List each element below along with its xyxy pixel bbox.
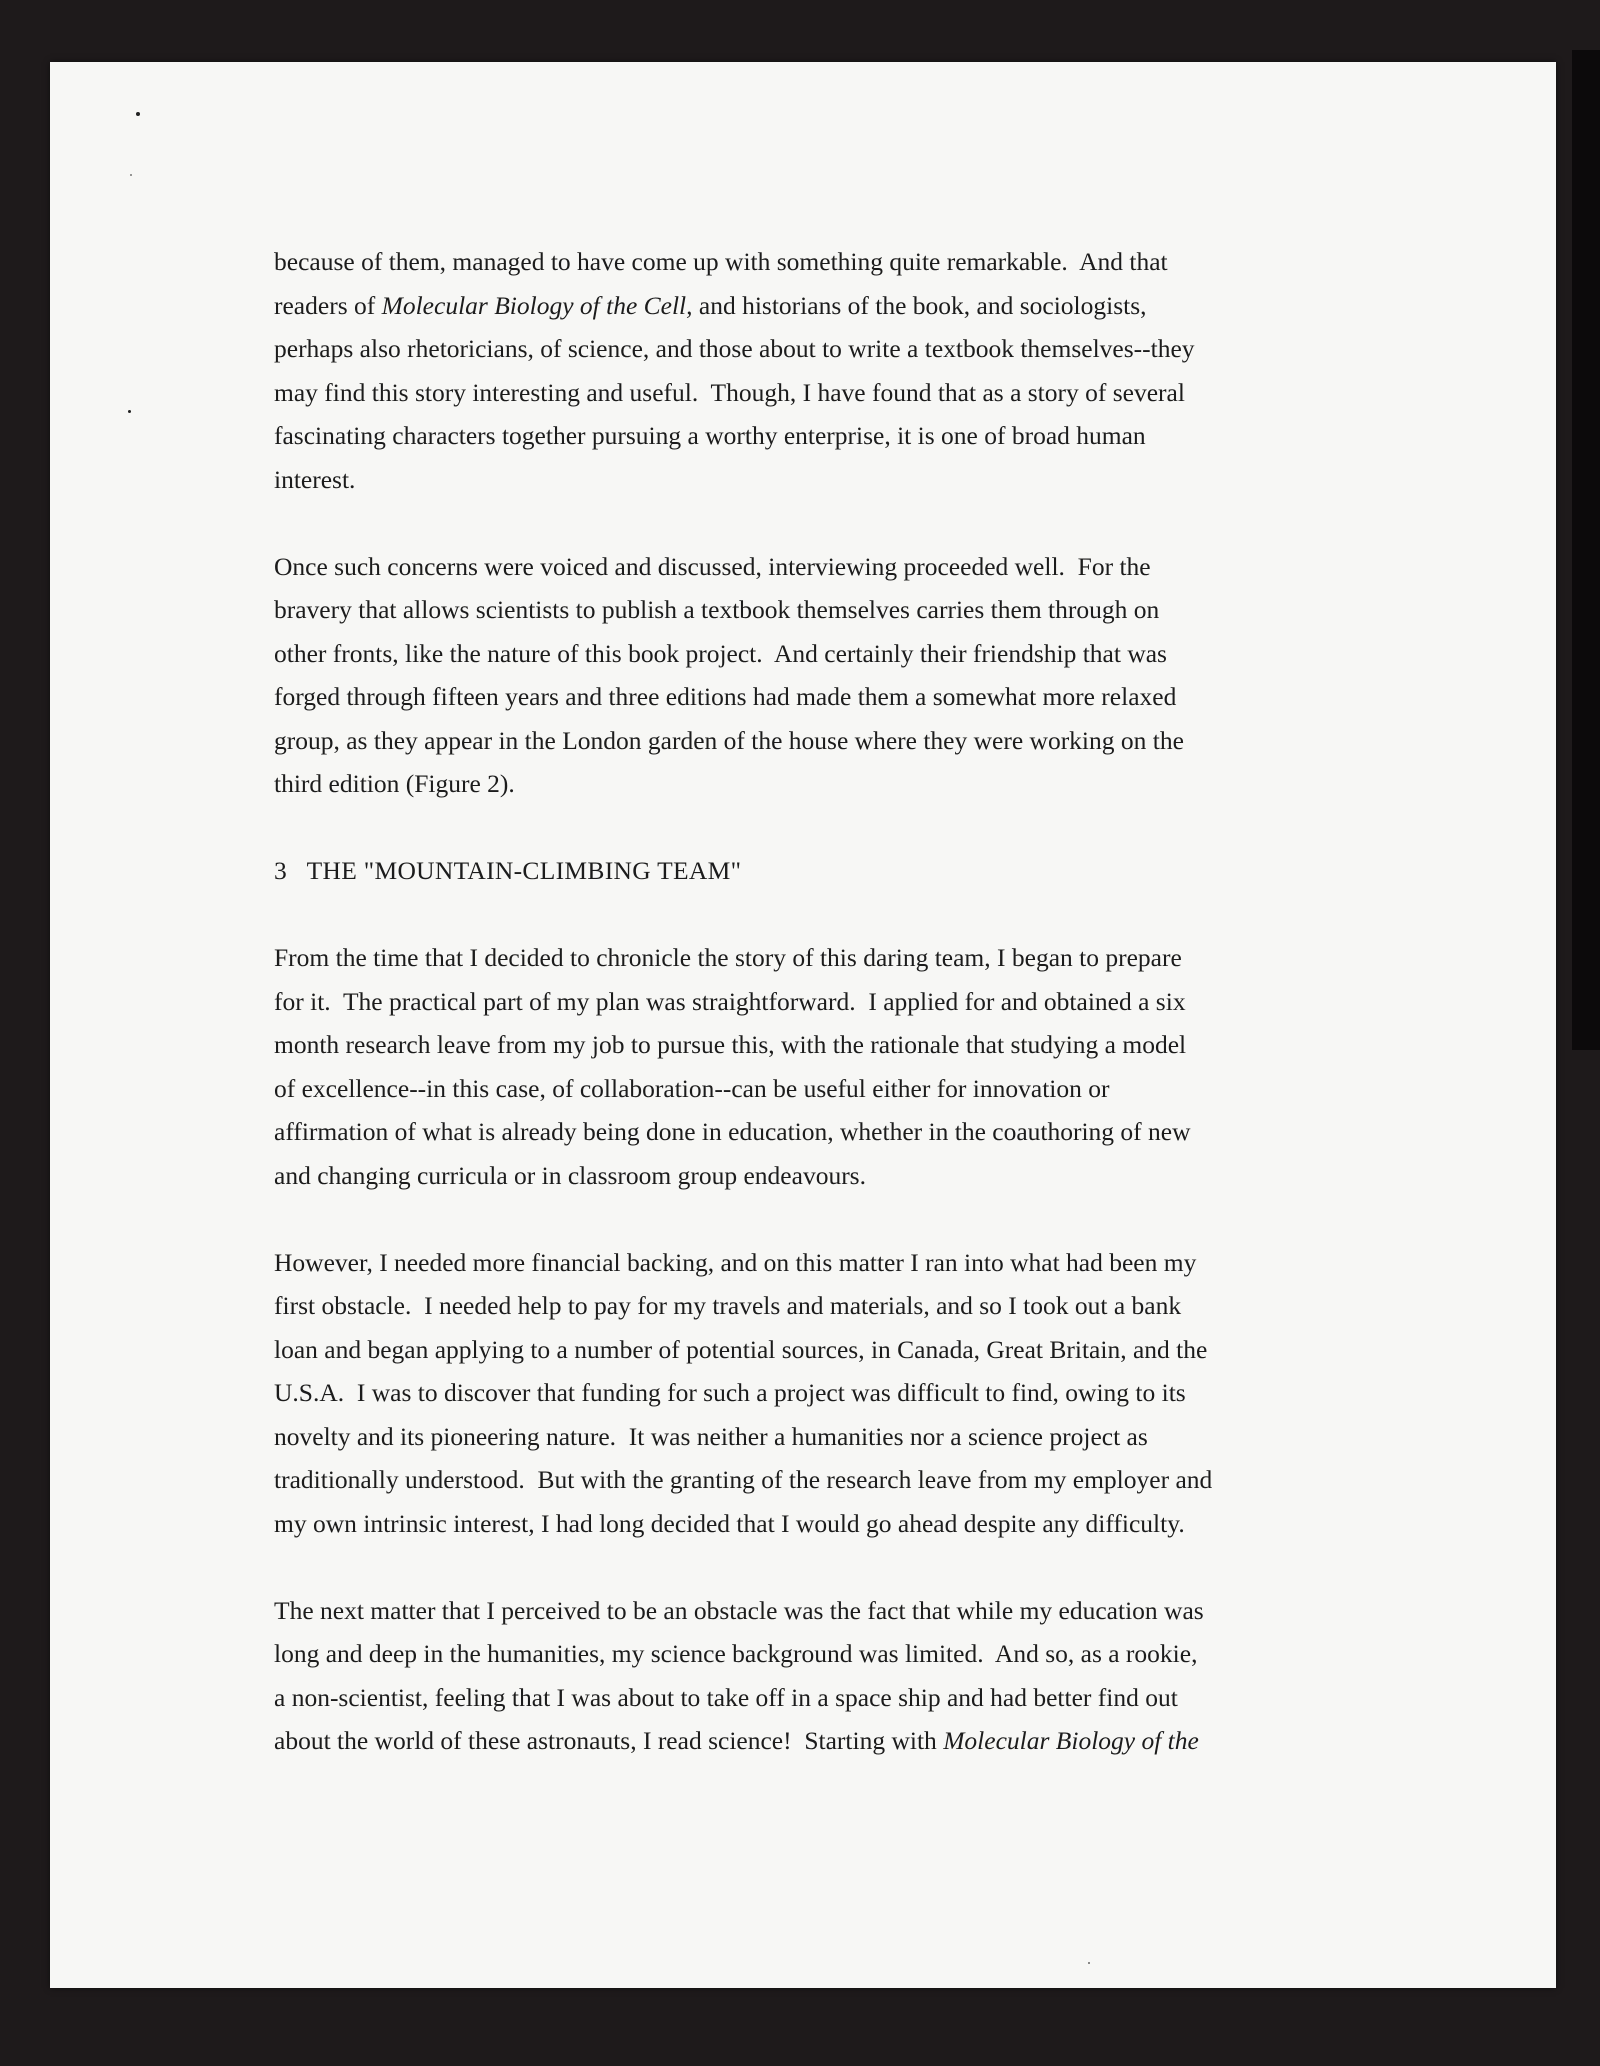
text-line: other fronts, like the nature of this book project. And certainly their friendship that was xyxy=(274,638,1167,668)
scan-edge-tab xyxy=(1572,50,1600,1050)
text-line: may find this story interesting and useful. Though, I have found that as a story of several xyxy=(274,377,1185,407)
text-line xyxy=(274,1719,1354,1763)
text-line: The next matter that I perceived to be an obstacle was the fact that while my education was xyxy=(274,1595,1204,1625)
scan-speck xyxy=(1088,1962,1090,1964)
text-line: a non-scientist, feeling that I was about to take off in a space ship and had better find out xyxy=(274,1682,1178,1712)
text-run: and historians of the book, and sociologists, xyxy=(692,290,1147,320)
text-line: traditionally understood. But with the granting of the research leave from my employer and xyxy=(274,1465,1213,1494)
text-line: interest. xyxy=(274,464,356,494)
text-line: my own intrinsic interest, I had long decided that I would go ahead despite any difficulty. xyxy=(274,1508,1185,1538)
text-run: readers of xyxy=(274,290,382,320)
text-line: perhaps also rhetoricians, of science, and those about to write a textbook themselves--they xyxy=(274,334,1195,363)
text-line: forged through fifteen years and three editions had made them a somewhat more relaxed xyxy=(274,682,1177,711)
text-line: novelty and its pioneering nature. It was neither a humanities nor a science project as xyxy=(274,1421,1148,1451)
text-line: However, I needed more financial backing, and on this matter I ran into what had been my xyxy=(274,1247,1197,1277)
text-line: third edition (Figure 2). xyxy=(274,769,515,798)
paragraph-5 xyxy=(274,1589,1354,1763)
text-line: U.S.A. I was to discover that funding for such a project was difficult to find, owing to its xyxy=(274,1378,1186,1407)
text-line: From the time that I decided to chronicle the story of this daring team, I began to prepare xyxy=(274,943,1182,972)
text-line: of excellence--in this case, of collaboration--can be useful either for innovation or xyxy=(274,1073,1110,1103)
text-run: about the world of these astronauts, I read science! Starting with xyxy=(274,1726,944,1755)
scan-speck xyxy=(136,112,140,116)
text-line: loan and began applying to a number of potential sources, in Canada, Great Britain, and the xyxy=(274,1334,1208,1364)
text-line: affirmation of what is already being done in education, whether in the coauthoring of new xyxy=(274,1117,1191,1146)
text-line: Once such concerns were voiced and discussed, interviewing proceeded well. For the xyxy=(274,551,1151,581)
paragraph-1 xyxy=(274,240,1354,501)
document-body xyxy=(274,240,1354,1806)
text-line xyxy=(274,284,1354,328)
text-line: first obstacle. I needed help to pay for my travels and materials, and so I took out a bank xyxy=(274,1291,1182,1320)
heading-text: 3 THE "MOUNTAIN-CLIMBING TEAM" xyxy=(274,856,742,885)
paragraph-4 xyxy=(274,1241,1354,1546)
text-line: long and deep in the humanities, my science background was limited. And so, as a rookie, xyxy=(274,1639,1198,1668)
paragraph-3 xyxy=(274,936,1354,1197)
book-title-italic: Molecular Biology of the xyxy=(943,1726,1199,1755)
scan-speck xyxy=(130,174,132,176)
text-line: bravery that allows scientists to publish a textbook themselves carries them through on xyxy=(274,595,1160,624)
text-line: month research leave from my job to pursue this, with the rationale that studying a model xyxy=(274,1030,1187,1059)
text-line: for it. The practical part of my plan was straightforward. I applied for and obtained a six xyxy=(274,986,1186,1016)
book-title-italic: Molecular Biology of the Cell, xyxy=(381,290,693,320)
text-line: and changing curricula or in classroom group endeavours. xyxy=(274,1160,866,1190)
text-line: fascinating characters together pursuing a worthy enterprise, it is one of broad human xyxy=(274,421,1146,450)
scan-speck xyxy=(128,410,131,413)
text-line: group, as they appear in the London garden of the house where they were working on the xyxy=(274,725,1184,755)
text-line: because of them, managed to have come up with something quite remarkable. And that xyxy=(274,247,1168,276)
section-heading xyxy=(274,849,1354,893)
paragraph-2 xyxy=(274,545,1354,806)
